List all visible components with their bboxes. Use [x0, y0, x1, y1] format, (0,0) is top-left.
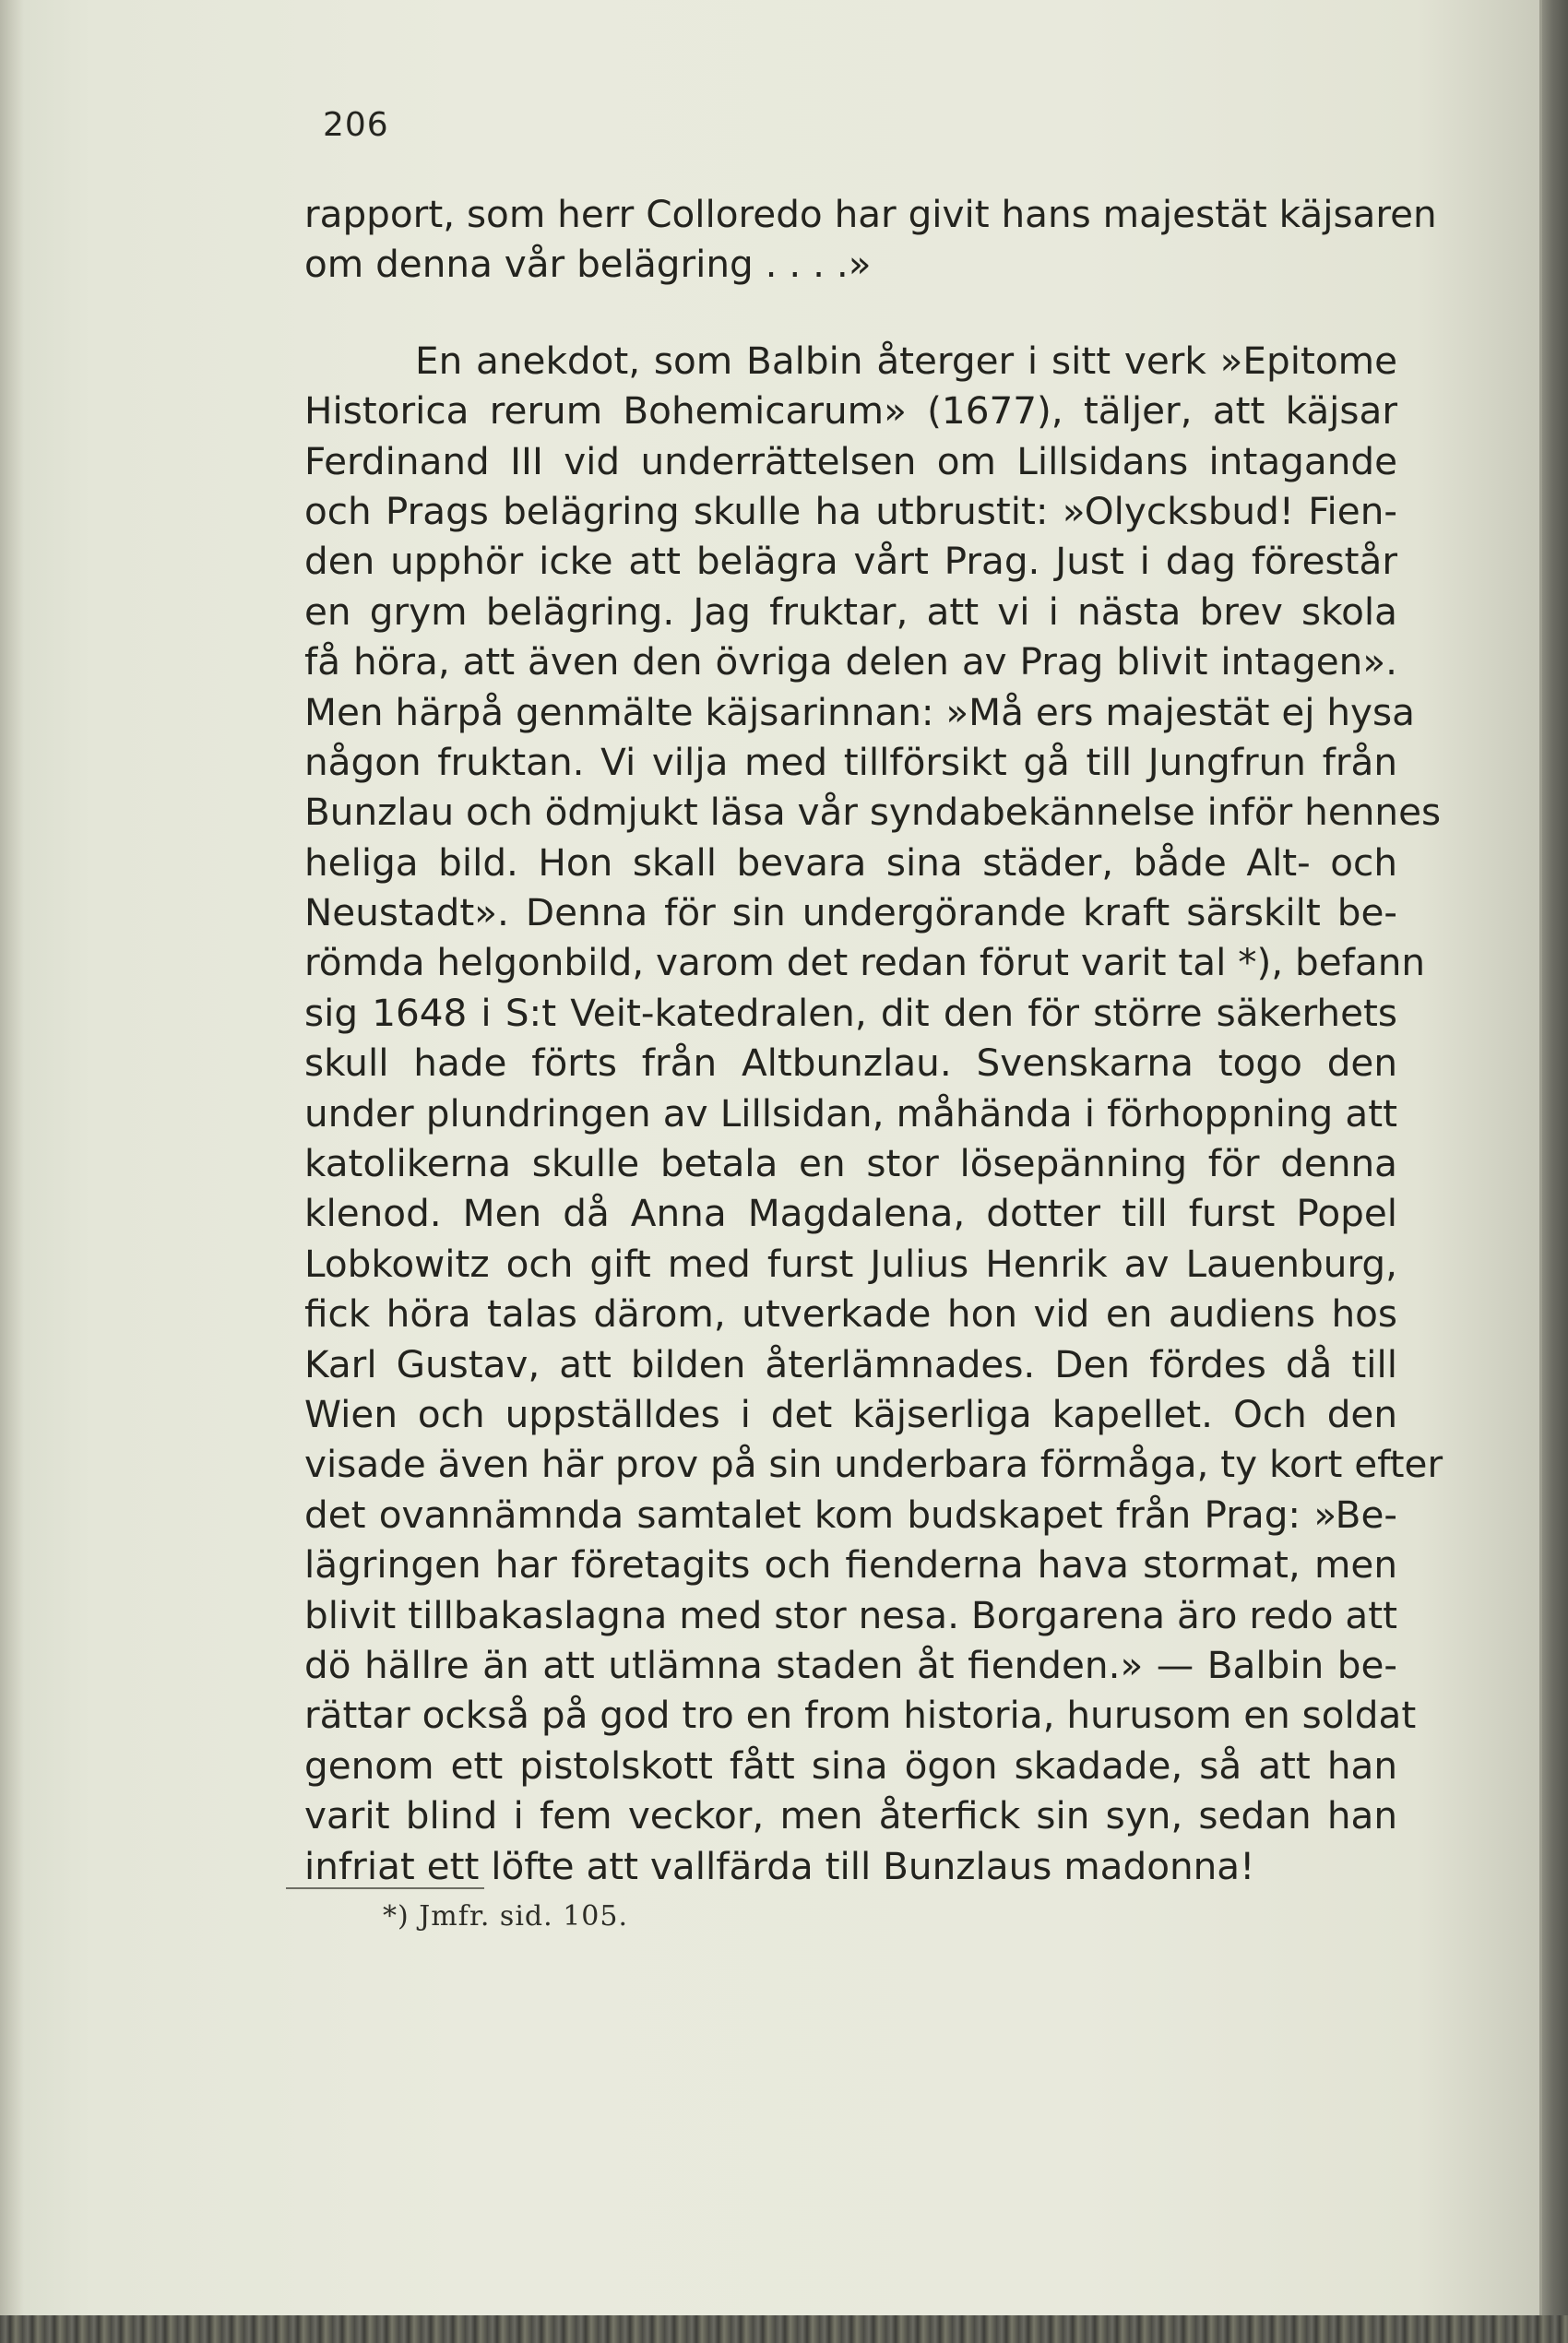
text-line-32: varit blind i fem veckor, men återfick sin syn, sedan han — [304, 1793, 1397, 1838]
text-line-21: Lobkowitz och gift med furst Julius Henrik av Lauenburg, — [304, 1241, 1397, 1286]
text-line-23: Karl Gustav, att bilden återlämnades. Den fördes då till — [304, 1341, 1397, 1386]
text-line-29: dö hällre än att utlämna staden åt fienden.» — Balbin be- — [304, 1642, 1397, 1687]
body-text — [304, 189, 1443, 1891]
footnote: *) Jmfr. sid. 105. — [383, 1900, 628, 1933]
text-line-24: Wien och uppställdes i det käjserliga kapellet. Och den — [304, 1391, 1397, 1436]
text-line-33: infriat ett löfte att vallfärda till Bunzlaus madonna! — [304, 1843, 1255, 1888]
text-line-31: genom ett pistolskott fått sina ögon skadade, så att han — [304, 1742, 1397, 1788]
text-line-25: visade även här prov på sin underbara förmåga, ty kort efter — [304, 1442, 1443, 1487]
text-line-1: rapport, som herr Colloredo har givit hans majestät käjsaren — [304, 192, 1437, 236]
text-line-4: Historica rerum Bohemicarum» (1677), täljer, att käjsar — [304, 388, 1397, 434]
text-line-5: Ferdinand III vid underrättelsen om Lillsidans intagande — [304, 438, 1397, 483]
page-number: 206 — [323, 106, 389, 144]
text-line-17: skull hade förts från Altbunzlau. Svenskarna togo den — [304, 1041, 1397, 1086]
text-line-22: fick höra talas därom, utverkade hon vid en audiens hos — [304, 1291, 1397, 1337]
text-line-2: om denna vår belägring . . . .» — [304, 242, 872, 287]
text-line-26: det ovannämnda samtalet kom budskapet från Prag: »Be- — [304, 1492, 1397, 1537]
text-line-28: blivit tillbakaslagna med stor nesa. Borgarena äro redo att — [304, 1592, 1397, 1637]
text-line-8: en grym belägring. Jag fruktar, att vi i nästa brev skola — [304, 589, 1397, 634]
scan-bottom-edge — [0, 2315, 1568, 2343]
text-line-3: En anekdot, som Balbin återger i sitt verk »Epitome — [415, 338, 1397, 383]
text-line-27: lägringen har företagits och fienderna hava stormat, men — [304, 1542, 1397, 1588]
text-line-18: under plundringen av Lillsidan, måhända i förhoppning att — [304, 1090, 1397, 1136]
text-line-14: Neustadt». Denna för sin undergörande kraft särskilt be- — [304, 890, 1397, 935]
text-line-20: klenod. Men då Anna Magdalena, dotter till furst Popel — [304, 1191, 1397, 1236]
text-line-15: römda helgonbild, varom det redan förut varit tal *), befann — [304, 940, 1426, 985]
text-line-16: sig 1648 i S:t Veit-katedralen, dit den för större säkerhets — [304, 990, 1397, 1035]
page-gutter-shadow — [0, 0, 24, 2315]
text-line-7: den upphör icke att belägra vårt Prag. Just i dag förestår — [304, 539, 1397, 584]
text-line-10: Men härpå genmälte käjsarinnan: »Må ers majestät ej hysa — [304, 689, 1415, 734]
text-line-6: och Prags belägring skulle ha utbrustit: »Olycksbud! Fien- — [304, 488, 1397, 533]
text-line-9: få höra, att även den övriga delen av Prag blivit intagen». — [304, 639, 1397, 684]
footnote-divider — [286, 1887, 484, 1889]
page-edge — [1542, 0, 1568, 2315]
text-line-19: katolikerna skulle betala en stor lösepänning för denna — [304, 1141, 1397, 1186]
text-line-30: rättar också på god tro en from historia, hurusom en soldat — [304, 1693, 1417, 1738]
text-line-13: heliga bild. Hon skall bevara sina städer, både Alt- och — [304, 839, 1397, 885]
paragraph-gap — [304, 290, 1397, 336]
text-line-12: Bunzlau och ödmjukt läsa vår syndabekännelse inför hennes — [304, 790, 1442, 835]
text-line-11: någon fruktan. Vi vilja med tillförsikt gå till Jungfrun från — [304, 739, 1397, 784]
